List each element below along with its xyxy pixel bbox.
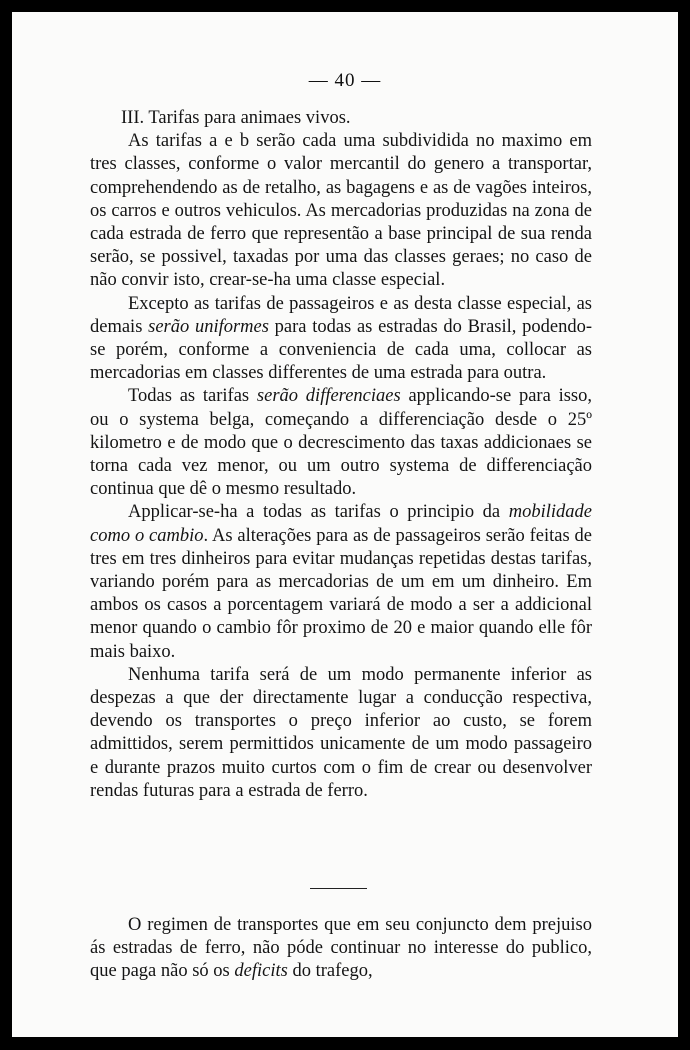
paragraph-regimen: O regimen de transportes que em seu conjuncto dem prejuiso ás estradas de ferro, não póde continuar no interesse do publico, que paga não só os deficits do trafego, xyxy=(90,915,592,982)
paragraph-tarifa-inferior: Nenhuma tarifa será de um modo permanente inferior as despezas a que der directamente lugar a conducção respectiva, devendo os transportes o preço inferior ao custo, se forem admittidos, serem permittidos unicamente de um modo passageiro e durante prazos muito curtos com o fim de crear ou desenvolver rendas futuras para a estrada de ferro. xyxy=(90,664,592,801)
main-text-block xyxy=(90,107,592,803)
continuation-text-block xyxy=(90,914,592,984)
section-heading: III. Tarifas para animaes vivos. xyxy=(121,108,351,128)
paragraph-tarifas-uniformes: Excepto as tarifas de passageiros e as desta classe especial, as demais serão uniformes para todas as estradas do Brasil, podendo-se porém, conforme a conveniencia de cada uma, collocar as mercadorias em classes differentes de uma estrada para outra. xyxy=(90,293,592,384)
section-divider xyxy=(310,888,367,889)
page-number: — 40 — xyxy=(308,70,382,91)
paragraph-tarifas-differenciaes: Todas as tarifas serão differenciaes applicando-se para isso, ou o systema belga, começando a differenciação desde o 25º kilometro e de modo que o decrescimento das taxas addicionaes se torna cada vez menor, ou um outro systema de differenciação continua que dê o mesmo resultado. xyxy=(90,386,592,500)
book-page xyxy=(12,12,678,1037)
paragraph-tarifas-classes: As tarifas a e b serão cada uma subdividida no maximo em tres classes, conforme o valor mercantil do genero a transportar, comprehendendo as de retalho, as bagagens e as de vagões inteiros, os carros e outros vehiculos. As mercadorias produzidas na zona de cada estrada de ferro que representão a base principal de sua renda serão, se possivel, taxadas por uma das classes geraes; no caso de não convir isto, crear-se-ha uma classe especial. xyxy=(90,131,592,291)
paragraph-mobilidade: Applicar-se-ha a todas as tarifas o principio da mobilidade como o cambio. As alterações para as de passageiros serão feitas de tres em tres dinheiros para evitar mudanças repetidas destas tarifas, variando porém para as mercadorias de um em um dinheiro. Em ambos os casos a porcentagem variará de modo a ser a addicional menor quando o cambio fôr proximo de 20 e maior quando elle fôr mais baixo. xyxy=(90,502,592,662)
